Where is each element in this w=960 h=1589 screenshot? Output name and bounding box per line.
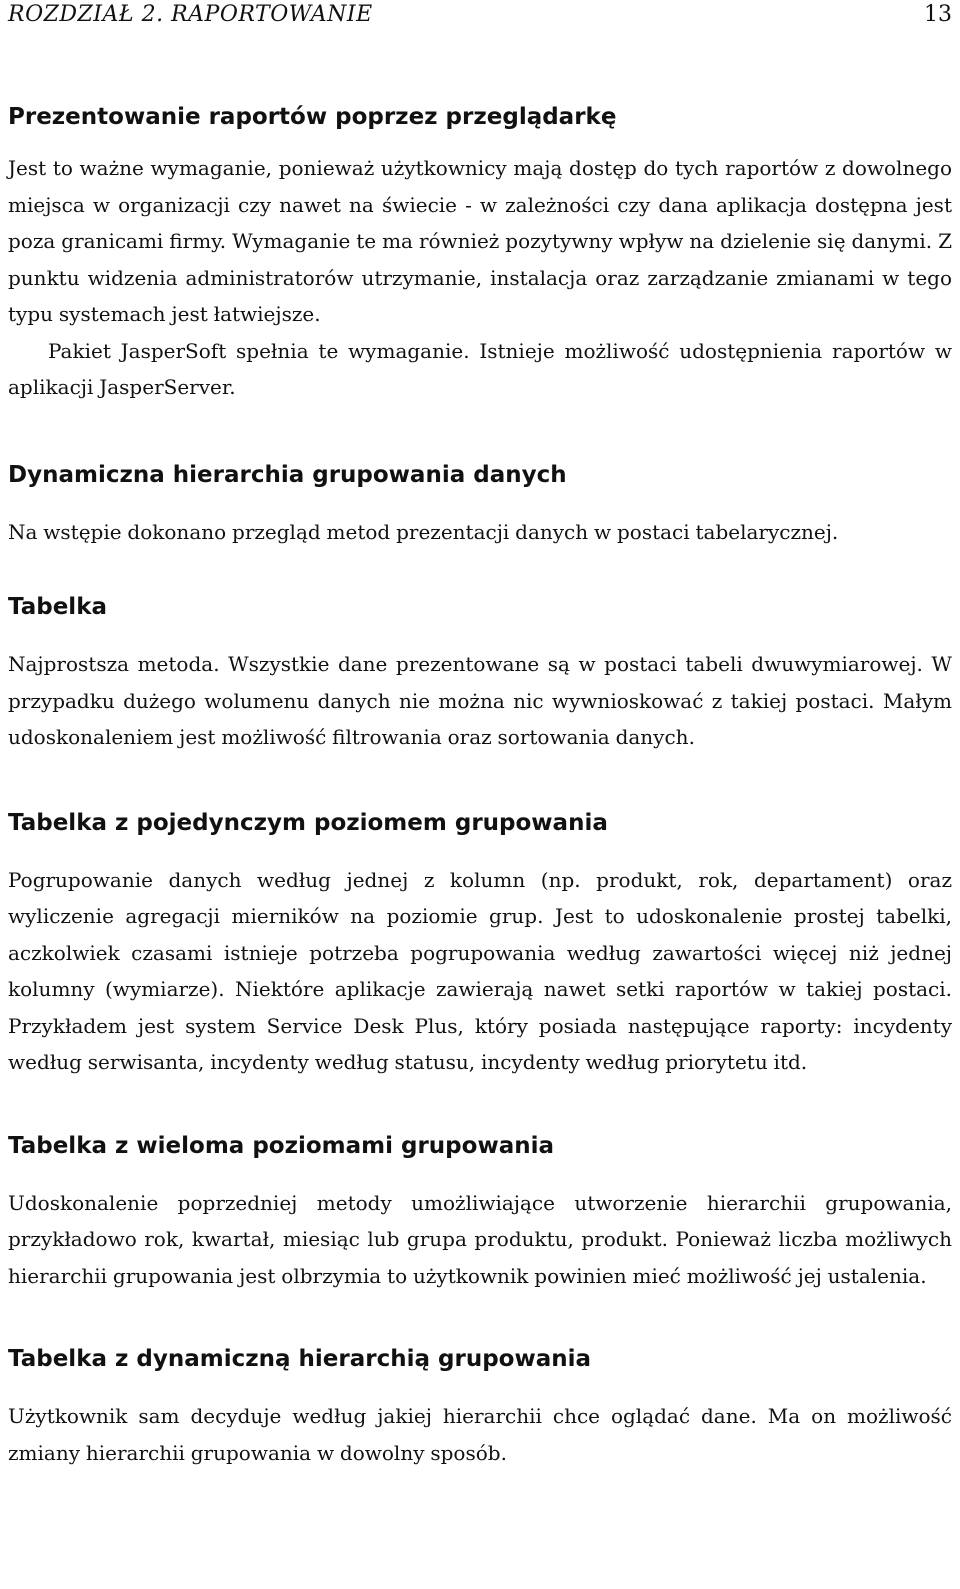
section-heading-dynamic-hierarchy: Dynamiczna hierarchia grupowania danych [8,461,567,488]
section-heading-table: Tabelka [8,594,108,620]
section-heading-multi-level-grouping: Tabelka z wieloma poziomami grupowania [8,1132,554,1159]
page-number: 13 [924,2,952,27]
paragraph-single-level-grouping: Pogrupowanie danych według jednej z kolumn (np. produkt, rok, departament) oraz wyliczenie agregacji mierników na poziomie grup. Jest to udoskonalenie prostej tabelki, aczkolwiek czasami istnieje potrzeba pogrupowania według zawartości więcej niż jednej kolumny (wymiarze). Niektóre aplikacje zawierają nawet setki raportów w takiej postaci. Przykładem jest system Service Desk Plus, który posiada następujące raporty: incydenty według serwisanta, incydenty według statusu, incydenty według priorytetu itd. [8,867,952,1074]
paragraph-multi-level-grouping: Udoskonalenie poprzedniej metody umożliwiające utworzenie hierarchii grupowania, przykładowo rok, kwartał, miesiąc lub grupa produktu, produkt. Ponieważ liczba możliwych hierarchii grupowania jest olbrzymia to użytkownik powinien mieć możliwość jej ustalenia. [8,1190,952,1288]
chapter-title: ROZDZIAŁ 2. RAPORTOWANIE [8,2,373,27]
paragraph-dynamic-hierarchy: Na wstępie dokonano przegląd metod prezentacji danych w postaci tabelarycznej. [8,519,839,544]
paragraph-jaspersoft: Pakiet JasperSoft spełnia te wymaganie. Istnieje możliwość udostępnienia raportów w aplikacji JasperServer. [8,338,952,399]
paragraph-dynamic-grouping-table: Użytkownik sam decyduje według jakiej hierarchii chce oglądać dane. Ma on możliwość zmiany hierarchii grupowania w dowolny sposób. [8,1404,952,1465]
section-heading-dynamic-grouping-table: Tabelka z dynamiczną hierarchią grupowania [8,1346,592,1372]
section-heading-single-level-grouping: Tabelka z pojedynczym poziomem grupowania [8,809,608,836]
paragraph-table: Najprostsza metoda. Wszystkie dane prezentowane są w postaci tabeli dwuwymiarowej. W przypadku dużego wolumenu danych nie można nic wywnioskować z takiej postaci. Małym udoskonaleniem jest możliwość filtrowania oraz sortowania danych. [8,652,952,749]
paragraph-browser-reports: Jest to ważne wymaganie, ponieważ użytkownicy mają dostęp do tych raportów z dowolnego miejsca w organizacji czy nawet na świecie - w zależności czy dana aplikacja dostępna jest poza granicami firmy. Wymaganie te ma również pozytywny wpływ na dzielenie się danymi. Z punktu widzenia administratorów utrzymanie, instalacja oraz zarządzanie zmianami w tego typu systemach jest łatwiejsze. [8,156,952,326]
section-heading-browser-reports: Prezentowanie raportów poprzez przeglądarkę [8,104,617,130]
running-header [8,0,952,30]
